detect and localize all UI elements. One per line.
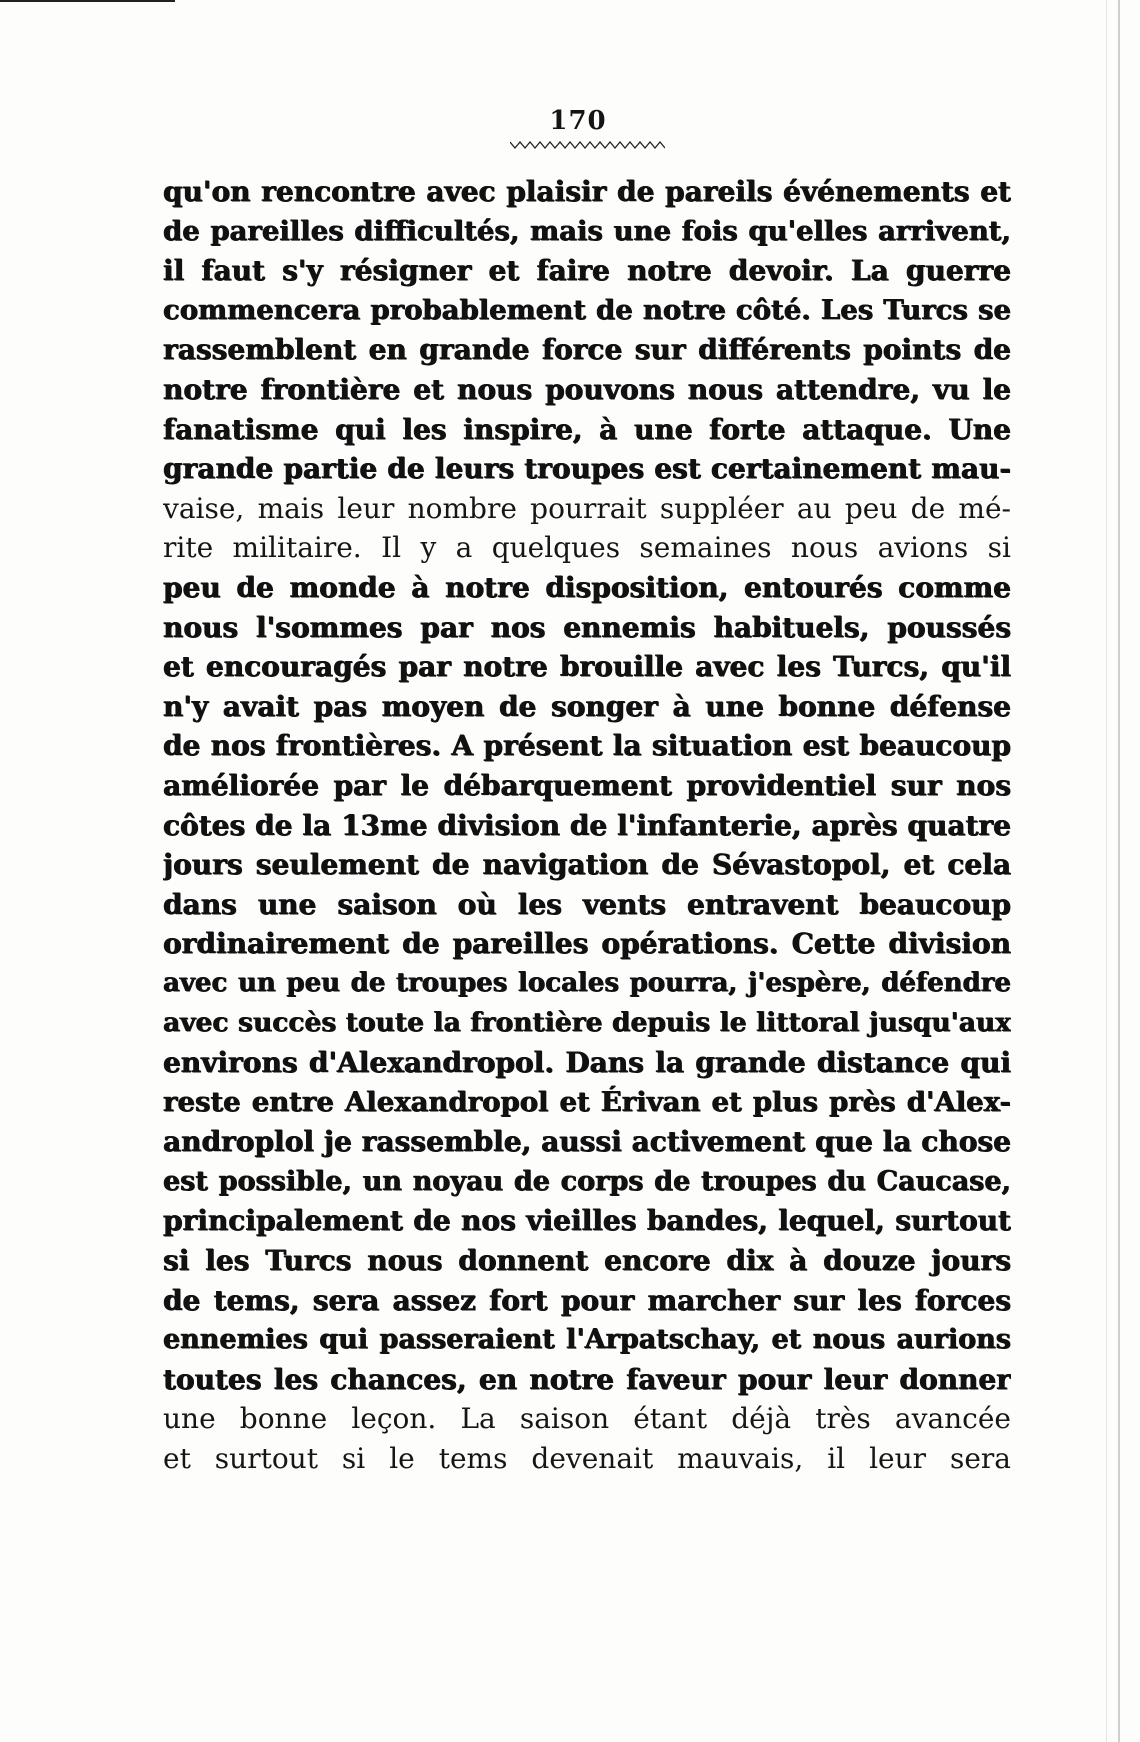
text-line: qu'on rencontre avec plaisir de pareils événements et <box>163 175 1011 208</box>
text-line: rassemblent en grande force sur différents points de <box>163 333 1011 367</box>
text-line: androplol je rassemble, aussi activement que la chose <box>163 1125 1011 1159</box>
body-text <box>163 172 1011 1479</box>
text-line: améliorée par le débarquement providentiel sur nos <box>163 768 1011 802</box>
text-line: est possible, un noyau de corps de troupes du Caucase, <box>163 1165 1011 1197</box>
text-line: dans une saison où les vents entravent beaucoup <box>163 887 1011 921</box>
text-line: commencera probablement de notre côté. Les Turcs se <box>163 293 1011 326</box>
text-line: jours seulement de navigation de Sévastopol, et cela <box>163 848 1011 882</box>
text-line: de tems, sera assez fort pour marcher sur les forces <box>163 1283 1011 1317</box>
text-line: et encouragés par notre brouille avec les Turcs, qu'il <box>163 650 1011 684</box>
text-line: toutes les chances, en notre faveur pour leur donner <box>163 1362 1011 1396</box>
text-line: une bonne leçon. La saison étant déjà très avancée <box>163 1402 1011 1436</box>
page-number: 170 <box>549 106 607 136</box>
page-edge-shadow <box>1106 0 1107 1742</box>
text-line: si les Turcs nous donnent encore dix à douze jours <box>163 1244 1011 1278</box>
text-line: notre frontière et nous pouvons nous attendre, vu le <box>163 372 1011 406</box>
text-line: vaise, mais leur nombre pourrait suppléer au peu de mé- <box>163 491 1011 525</box>
text-line: avec succès toute la frontière depuis le littoral jusqu'aux <box>163 1007 1011 1039</box>
top-rule <box>0 0 175 2</box>
text-line: côtes de la 13me division de l'infanterie, après quatre <box>163 808 1011 842</box>
text-line: il faut s'y résigner et faire notre devoir. La guerre <box>163 254 1011 288</box>
text-line: de pareilles difficultés, mais une fois qu'elles arrivent, <box>163 214 1011 247</box>
text-line: n'y avait pas moyen de songer à une bonne défense <box>163 689 1011 723</box>
header-ornament <box>510 138 665 152</box>
text-line: peu de monde à notre disposition, entourés comme <box>163 570 1011 604</box>
text-line: principalement de nos vieilles bandes, lequel, surtout <box>163 1204 1011 1238</box>
page-edge <box>1118 0 1120 1742</box>
text-line: ordinairement de pareilles opérations. Cette division <box>163 927 1011 961</box>
text-line: et surtout si le tems devenait mauvais, il leur sera <box>163 1442 1011 1475</box>
text-line: de nos frontières. A présent la situation est beaucoup <box>163 729 1011 763</box>
text-line: grande partie de leurs troupes est certainement mau- <box>163 452 1011 486</box>
text-line: ennemies qui passeraient l'Arpatschay, et nous aurions <box>163 1324 1011 1356</box>
text-line: fanatisme qui les inspire, à une forte attaque. Une <box>163 412 1011 446</box>
text-line: reste entre Alexandropol et Érivan et plus près d'Alex- <box>163 1085 1011 1118</box>
text-line: avec un peu de troupes locales pourra, j'espère, défendre <box>163 967 1011 998</box>
text-line: environs d'Alexandropol. Dans la grande distance qui <box>163 1046 1011 1080</box>
text-line: rite militaire. Il y a quelques semaines nous avions si <box>163 531 1011 565</box>
text-line: nous l'sommes par nos ennemis habituels, poussés <box>163 610 1011 644</box>
